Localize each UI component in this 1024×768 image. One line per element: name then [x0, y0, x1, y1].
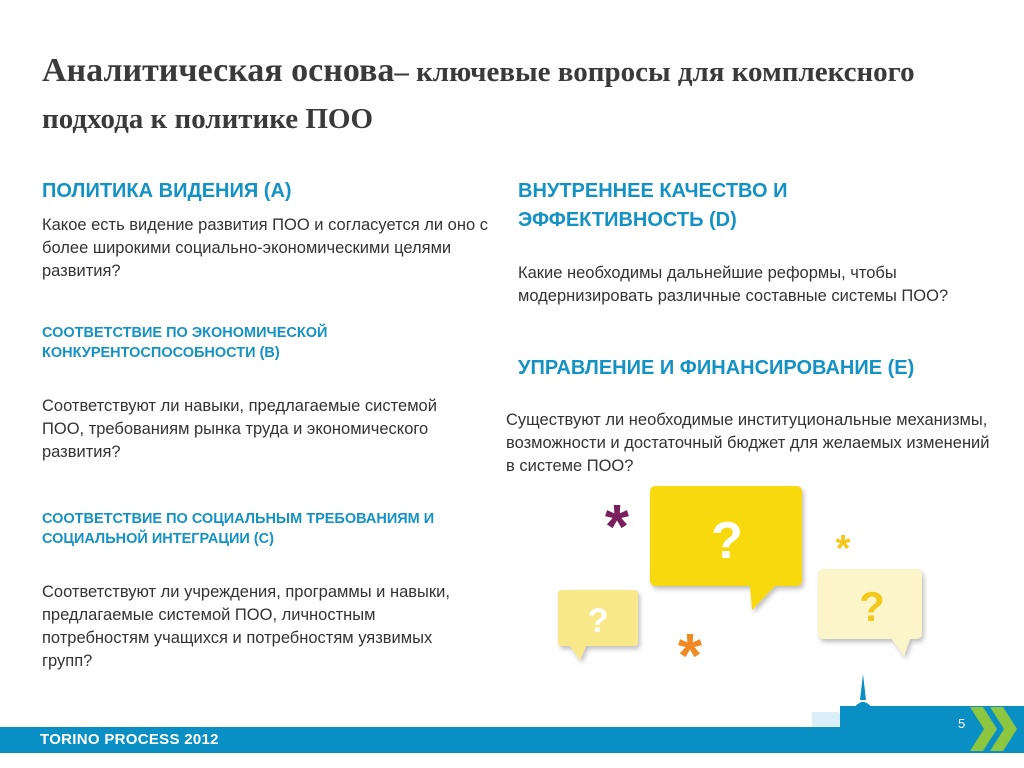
- section-b-text: Соответствуют ли навыки, предлагаемые системой ПОО, требованиям рынка труда и экономического развития?: [42, 397, 437, 461]
- footer-label: TORINO PROCESS 2012: [40, 731, 219, 748]
- asterisk-yellow-icon: *: [835, 528, 851, 570]
- footer-bar-right: [840, 706, 1024, 753]
- page-number: 5: [958, 716, 966, 731]
- question-mark-large: ?: [711, 512, 743, 570]
- section-b-heading: СООТВЕТСТВИЕ ПО ЭКОНОМИЧЕСКОЙ КОНКУРЕНТОСПОСОБНОСТИ (B): [42, 325, 328, 361]
- section-a-text: Какое есть видение развития ПОО и согласуется ли оно с более широкими социально-экономическими целями развития?: [42, 216, 488, 280]
- title-rest: – ключевые вопросы для комплексного подхода к политике ПОО: [42, 56, 915, 135]
- section-c-text: Соответствуют ли учреждения, программы и навыки, предлагаемые системой ПОО, личностным потребностям учащихся и потребностям уязвимых групп?: [42, 583, 450, 670]
- title-main: Аналитическая основа: [42, 52, 395, 89]
- section-e-heading: УПРАВЛЕНИЕ И ФИНАНСИРОВАНИЕ (E): [518, 357, 915, 379]
- section-a-heading: ПОЛИТИКА ВИДЕНИЯ (A): [42, 180, 292, 202]
- asterisk-purple-icon: *: [604, 493, 630, 562]
- section-c-heading: СООТВЕТСТВИЕ ПО СОЦИАЛЬНЫМ ТРЕБОВАНИЯМ И СОЦИАЛЬНОЙ ИНТЕГРАЦИИ (C): [42, 511, 435, 547]
- question-mark-small: ?: [587, 602, 609, 640]
- section-d-text: Какие необходимы дальнейшие реформы, чтобы модернизировать различные составные системы ПОО?: [518, 264, 949, 305]
- question-mark-pale: ?: [859, 583, 885, 630]
- section-e-text: Существуют ли необходимые институциональные механизмы, возможности и достаточный бюджет для желаемых изменений в системе ПОО?: [506, 411, 990, 475]
- section-d-heading: ВНУТРЕННЕЕ КАЧЕСТВО И ЭФФЕКТИВНОСТЬ (D): [518, 180, 788, 231]
- asterisk-orange-icon: *: [677, 622, 703, 691]
